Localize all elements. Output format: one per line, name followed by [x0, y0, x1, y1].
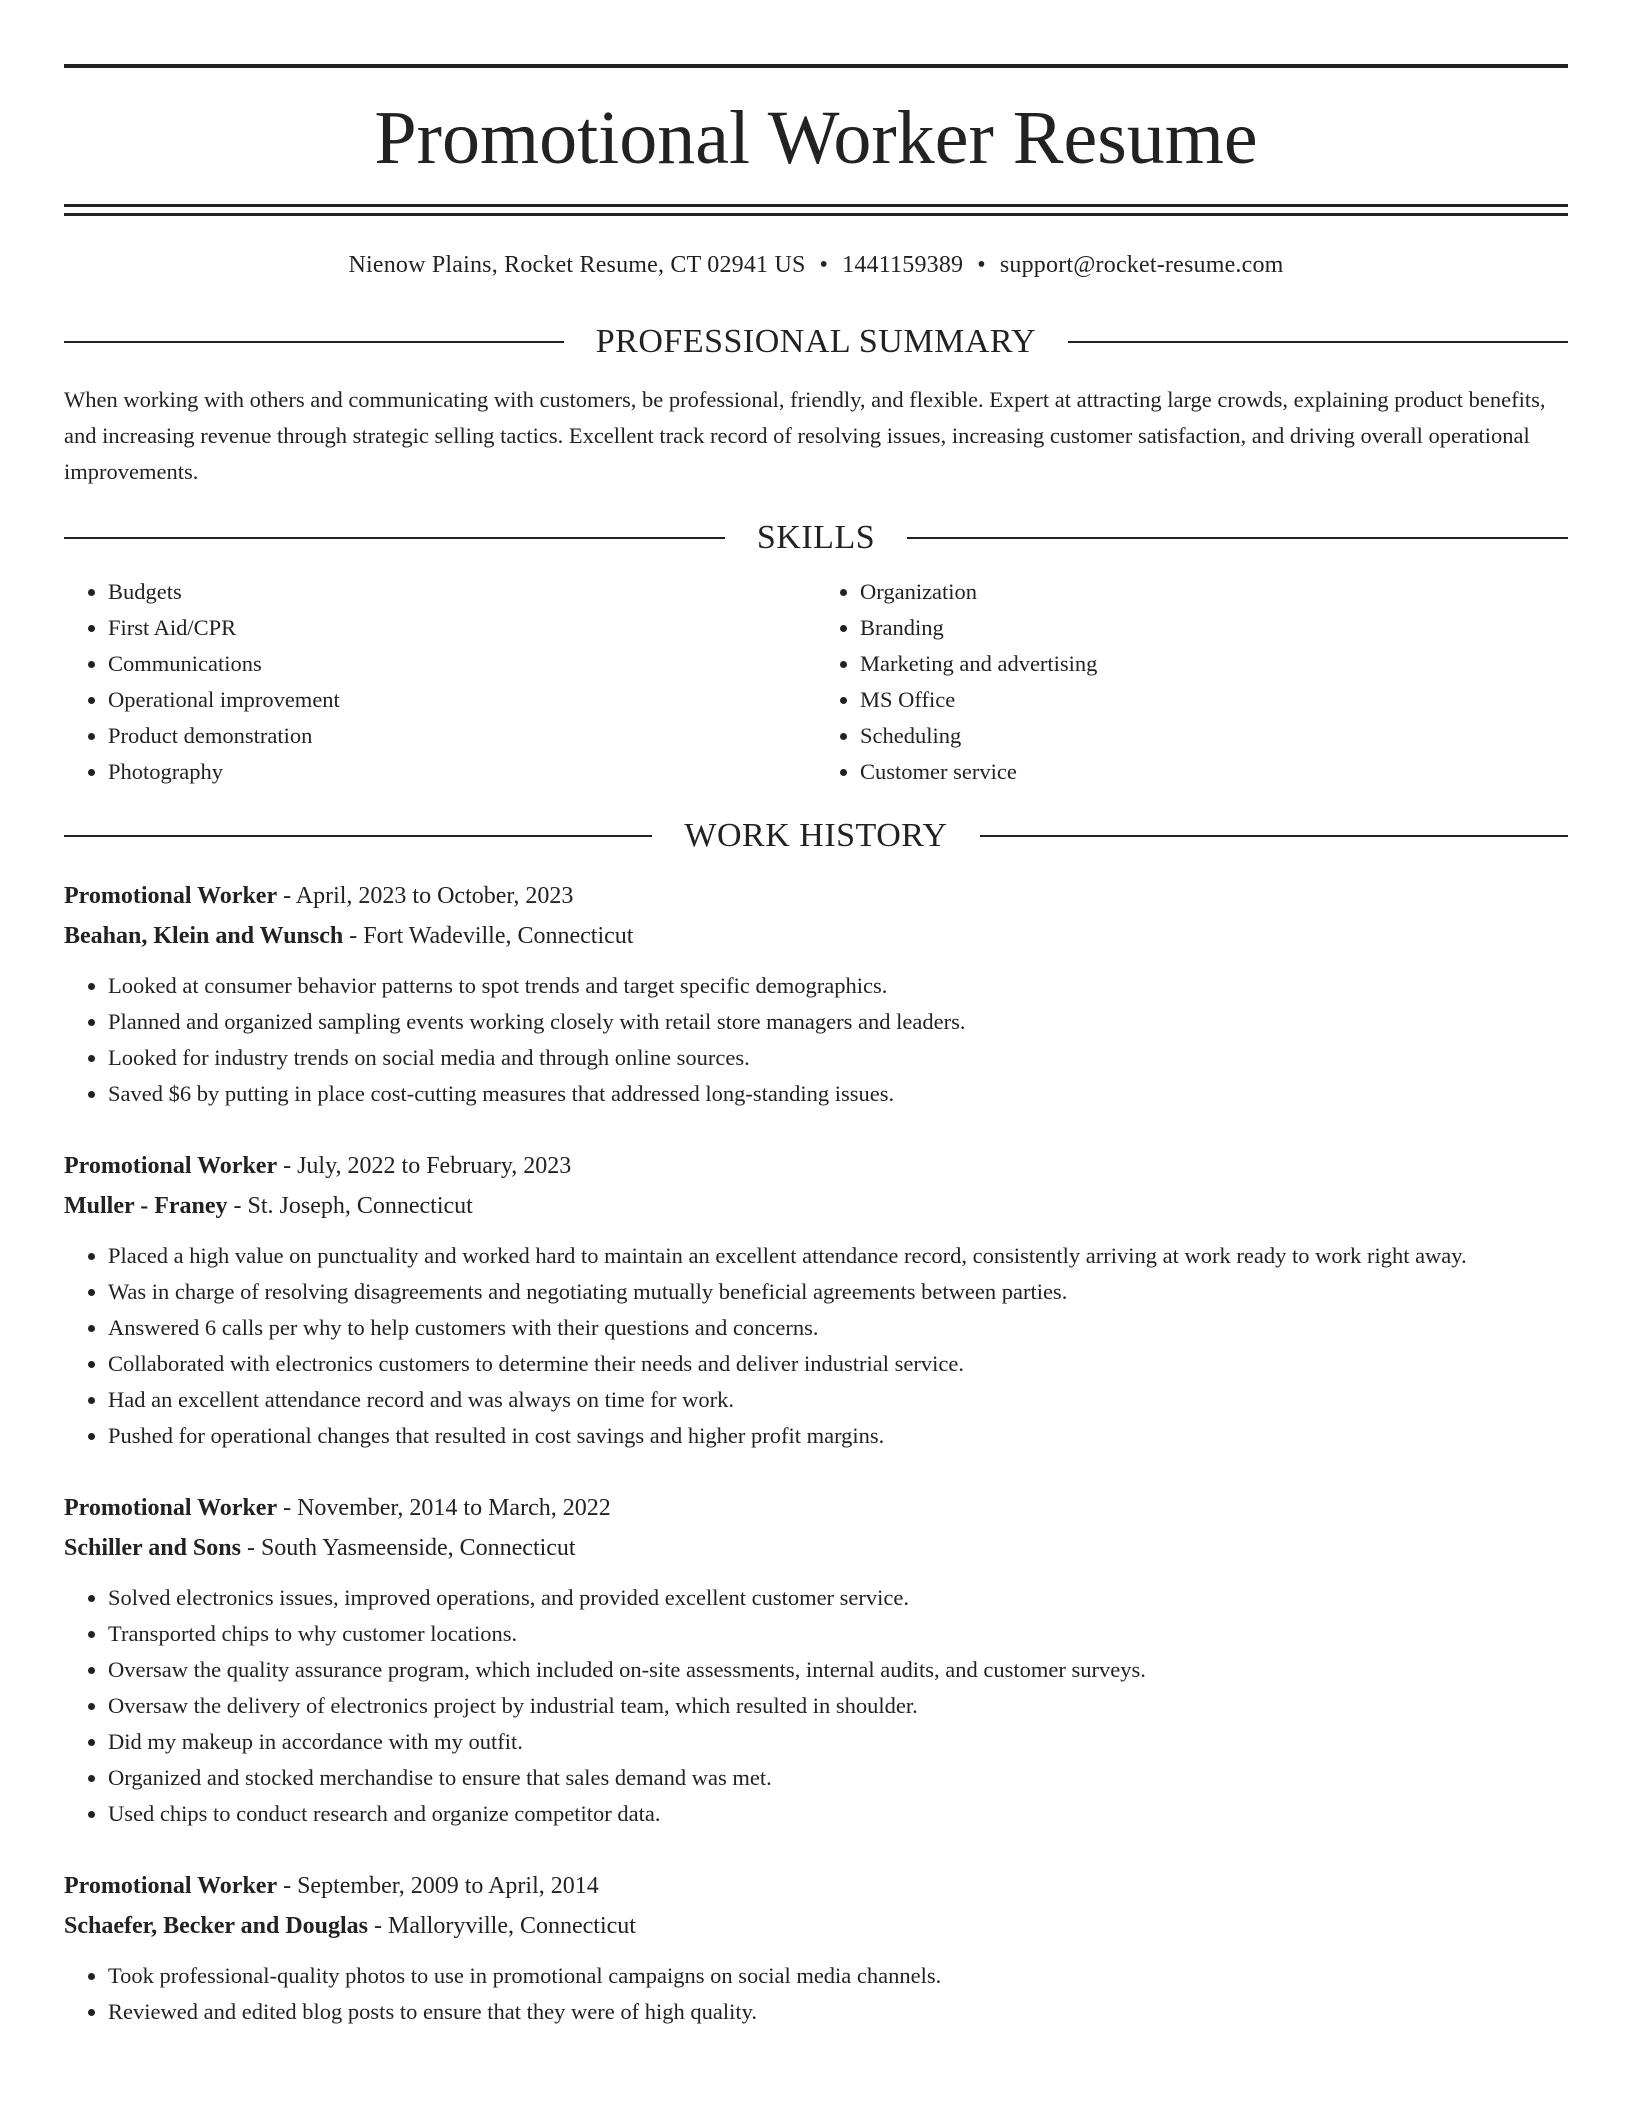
page-title: Promotional Worker Resume [374, 96, 1258, 180]
heading-rule-left [64, 341, 564, 343]
job-bullets [64, 968, 1568, 1112]
job-company: Beahan, Klein and Wunsch [64, 923, 344, 949]
skill-item: • Branding [860, 610, 1568, 646]
job-bullet: • Placed a high value on punctuality and worked hard to maintain an excellent attendance record, consistently arriving at work ready to work right away. [108, 1238, 1568, 1274]
resume-page [64, 0, 1568, 2030]
job-bullets [64, 1958, 1568, 2030]
skills-column-right [816, 574, 1568, 790]
job-location: - St. Joseph, Connecticut [227, 1193, 473, 1219]
heading-rule-right [1068, 341, 1568, 343]
work-heading-label: WORK HISTORY [684, 817, 948, 854]
skill-item: • Customer service [860, 754, 1568, 790]
job-company: Schaefer, Becker and Douglas [64, 1913, 369, 1939]
job-company: Muller - Franey [64, 1193, 228, 1219]
job-bullet: • Answered 6 calls per why to help customers with their questions and concerns. [108, 1310, 1568, 1346]
skill-item: • First Aid/CPR [108, 610, 816, 646]
skill-item: • Photography [108, 754, 816, 790]
job-bullet: • Had an excellent attendance record and was always on time for work. [108, 1382, 1568, 1418]
top-rule [64, 64, 1568, 68]
job-bullet: • Organized and stocked merchandise to ensure that sales demand was met. [108, 1760, 1568, 1796]
heading-rule-right [907, 537, 1568, 539]
job-title: Promotional Worker [64, 1873, 278, 1899]
skill-item: • Product demonstration [108, 718, 816, 754]
job-bullet: • Used chips to conduct research and organize competitor data. [108, 1796, 1568, 1832]
job-company-line [64, 1906, 1568, 1946]
job-entry [64, 876, 1568, 1112]
job-location: - Malloryville, Connecticut [368, 1913, 636, 1939]
job-bullet: • Solved electronics issues, improved operations, and provided excellent customer service. [108, 1580, 1568, 1616]
job-title-line [64, 1866, 1568, 1906]
job-bullet: • Oversaw the delivery of electronics project by industrial team, which resulted in shoulder. [108, 1688, 1568, 1724]
job-bullet: • Transported chips to why customer locations. [108, 1616, 1568, 1652]
heading-rule-left [64, 537, 725, 539]
heading-rule-right [980, 835, 1568, 837]
job-company-line [64, 916, 1568, 956]
job-title-line [64, 1146, 1568, 1186]
job-bullet: • Reviewed and edited blog posts to ensure that they were of high quality. [108, 1994, 1568, 2030]
summary-text: When working with others and communicating with customers, be professional, friendly, and flexible. Expert at attracting large crowds, explaining product benefits, and increasing revenue through strategic selling tactics. Excellent track record of resolving issues, increasing customer satisfaction, and driving overall operational improvements. [64, 387, 1546, 484]
skill-item: • MS Office [860, 682, 1568, 718]
job-bullet: • Looked at consumer behavior patterns to spot trends and target specific demographics. [108, 968, 1568, 1004]
skill-item: • Organization [860, 574, 1568, 610]
summary-section-heading [64, 322, 1568, 362]
job-title-line [64, 1488, 1568, 1528]
contact-separator: • [819, 252, 829, 278]
job-bullet: • Took professional-quality photos to use in promotional campaigns on social media channels. [108, 1958, 1568, 1994]
job-bullet: • Did my makeup in accordance with my outfit. [108, 1724, 1568, 1760]
job-bullets [64, 1238, 1568, 1454]
skills-heading-label: SKILLS [756, 519, 876, 556]
contact-email: support@rocket-resume.com [999, 252, 1284, 278]
skill-item: • Communications [108, 646, 816, 682]
job-company: Schiller and Sons [64, 1535, 241, 1561]
skill-item: • Marketing and advertising [860, 646, 1568, 682]
job-entry [64, 1488, 1568, 1832]
work-section-heading [64, 816, 1568, 856]
job-bullet: • Saved $6 by putting in place cost-cutting measures that addressed long-standing issues. [108, 1076, 1568, 1112]
heading-rule-left [64, 835, 652, 837]
job-dates: - April, 2023 to October, 2023 [277, 883, 574, 909]
job-dates: - November, 2014 to March, 2022 [277, 1495, 611, 1521]
contact-address: Nienow Plains, Rocket Resume, CT 02941 US [348, 252, 806, 278]
job-company-line [64, 1186, 1568, 1226]
job-bullet: • Oversaw the quality assurance program, which included on-site assessments, internal audits, and customer surveys. [108, 1652, 1568, 1688]
contact-line [64, 252, 1568, 292]
job-bullet: • Planned and organized sampling events working closely with retail store managers and leaders. [108, 1004, 1568, 1040]
job-title: Promotional Worker [64, 883, 278, 909]
title-double-rule [64, 204, 1568, 216]
job-bullets [64, 1580, 1568, 1832]
job-company-line [64, 1528, 1568, 1568]
skill-item: • Scheduling [860, 718, 1568, 754]
job-dates: - July, 2022 to February, 2023 [277, 1153, 572, 1179]
job-title-line [64, 876, 1568, 916]
skills-list [64, 574, 1568, 790]
skills-column-left [64, 574, 816, 790]
skill-item: • Operational improvement [108, 682, 816, 718]
job-bullet: • Collaborated with electronics customers to determine their needs and deliver industrial service. [108, 1346, 1568, 1382]
job-title: Promotional Worker [64, 1495, 278, 1521]
job-location: - South Yasmeenside, Connecticut [240, 1535, 576, 1561]
job-bullet: • Pushed for operational changes that resulted in cost savings and higher profit margins. [108, 1418, 1568, 1454]
job-bullet: • Looked for industry trends on social media and through online sources. [108, 1040, 1568, 1076]
job-location: - Fort Wadeville, Connecticut [343, 923, 634, 949]
contact-separator: • [977, 252, 986, 278]
summary-heading-label: PROFESSIONAL SUMMARY [595, 323, 1037, 360]
job-dates: - September, 2009 to April, 2014 [277, 1873, 599, 1899]
job-bullet: • Was in charge of resolving disagreements and negotiating mutually beneficial agreements between parties. [108, 1274, 1568, 1310]
skills-section-heading [64, 518, 1568, 558]
job-entry [64, 1146, 1568, 1454]
job-entry [64, 1866, 1568, 2030]
contact-phone: 1441159389 [842, 252, 964, 278]
skill-item: • Budgets [108, 574, 816, 610]
job-title: Promotional Worker [64, 1153, 278, 1179]
